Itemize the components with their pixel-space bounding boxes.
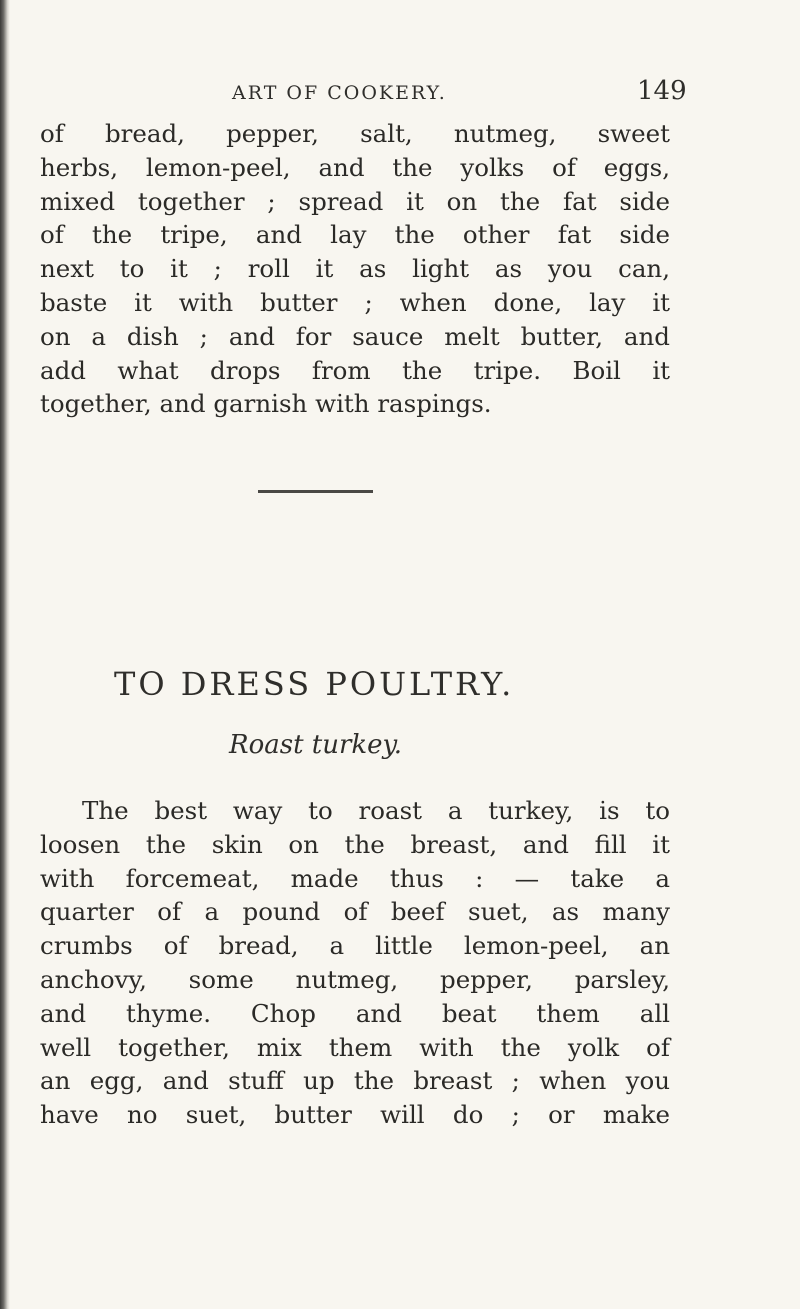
text-line: have no suet, butter will do ; or make — [40, 1100, 670, 1130]
section-divider-rule — [258, 490, 373, 493]
paragraph-tripe-continued — [40, 117, 670, 421]
recipe-subtitle: Roast turkey. — [229, 730, 403, 760]
text-line: quarter of a pound of beef suet, as many — [40, 897, 670, 927]
text-line: loosen the skin on the breast, and fill it — [40, 829, 670, 859]
text-line: add what drops from the tripe. Boil it — [40, 355, 670, 385]
text-line: next to it ; roll it as light as you can, — [40, 254, 670, 284]
text-line: crumbs of bread, a little lemon-peel, an — [40, 931, 670, 961]
text-line: of bread, pepper, salt, nutmeg, sweet — [40, 119, 670, 148]
text-line: together, and garnish with raspings. — [40, 389, 492, 419]
text-line: anchovy, some nutmeg, pepper, parsley, — [40, 964, 670, 994]
text-line: and thyme. Chop and beat them all — [40, 998, 670, 1028]
section-title: TO DRESS POULTRY. — [114, 665, 515, 703]
text-line: on a dish ; and for sauce melt butter, and — [40, 321, 670, 351]
text-line: of the tripe, and lay the other fat side — [40, 220, 670, 250]
page-number: 149 — [637, 76, 687, 106]
running-head-title: ART OF COOKERY. — [232, 82, 447, 104]
text-line: an egg, and stuff up the breast ; when you — [40, 1066, 670, 1096]
text-line: herbs, lemon-peel, and the yolks of eggs, — [40, 152, 670, 182]
text-line: baste it with butter ; when done, lay it — [40, 287, 670, 317]
text-line: mixed together ; spread it on the fat side — [40, 186, 670, 216]
text-line: The best way to roast a turkey, is to — [82, 796, 670, 825]
text-line: well together, mix them with the yolk of — [40, 1032, 670, 1062]
paragraph-roast-turkey — [40, 794, 670, 1132]
page-gutter-shadow — [0, 0, 10, 1309]
text-line: with forcemeat, made thus : — take a — [40, 863, 670, 893]
